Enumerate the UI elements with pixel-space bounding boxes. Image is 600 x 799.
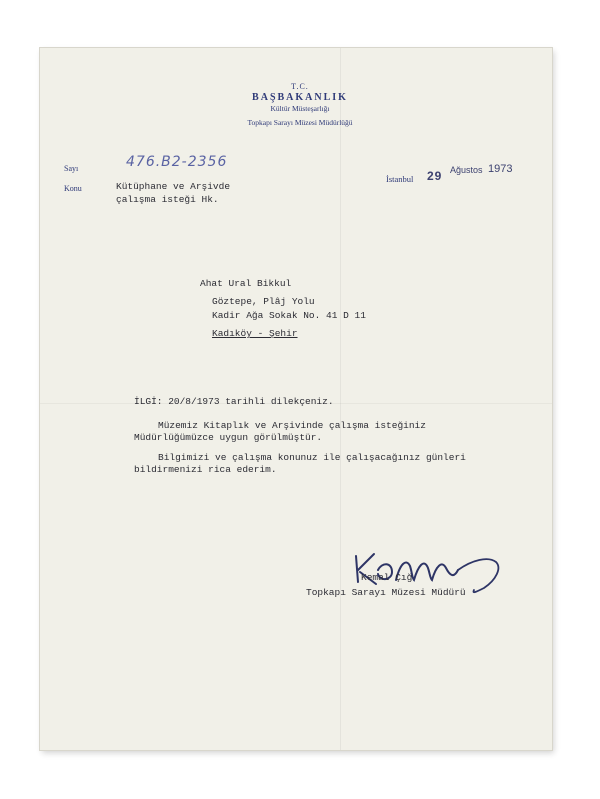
letterhead-undersecretariat: Kültür Müsteşarlığı [270, 104, 330, 113]
fold-line-vertical [340, 48, 341, 750]
signatory-name: Kemal Çığ [361, 572, 413, 583]
recipient-name: Ahat Ural Bikkul [200, 278, 292, 289]
letter-paper [40, 48, 552, 750]
date-city: İstanbul [386, 174, 414, 184]
konu-line-2: çalışma isteği Hk. [116, 194, 219, 205]
letterhead-tc: T.C. [291, 82, 309, 91]
konu-label: Konu [64, 184, 82, 193]
body-p2-line-2: bildirmenizi rica ederim. [134, 464, 277, 475]
letterhead [190, 82, 410, 129]
recipient-address-2: Kadir Ağa Sokak No. 41 D 11 [212, 310, 366, 321]
signatory-title: Topkapı Sarayı Müzesi Müdürü [306, 587, 466, 598]
body-p1-line-1: Müzemiz Kitaplık ve Arşivinde çalışma isteğiniz [158, 420, 426, 431]
body-p2-line-1: Bilgimizi ve çalışma konunuz ile çalışacağınız günleri [158, 452, 466, 463]
recipient-address-3: Kadıköy - Şehir [212, 328, 298, 339]
sayi-label: Sayı [64, 164, 79, 173]
letterhead-ministry: BAŞBAKANLIK [252, 92, 348, 103]
letterhead-unit: Topkapı Sarayı Müzesi Müdürlüğü [247, 118, 353, 127]
ilgi-line: İLGİ: 20/8/1973 tarihli dilekçeniz. [134, 396, 334, 407]
body-p1-line-2: Müdürlüğümüzce uygun görülmüştür. [134, 432, 323, 443]
date-day: 29 [427, 169, 443, 183]
sayi-number: 476.B2-2356 [126, 154, 228, 170]
konu-line-1: Kütüphane ve Arşivde [116, 181, 231, 192]
date-month: Ağustos [450, 165, 483, 175]
date-year: 1973 [488, 163, 513, 175]
recipient-address-1: Göztepe, Plâj Yolu [212, 296, 315, 307]
